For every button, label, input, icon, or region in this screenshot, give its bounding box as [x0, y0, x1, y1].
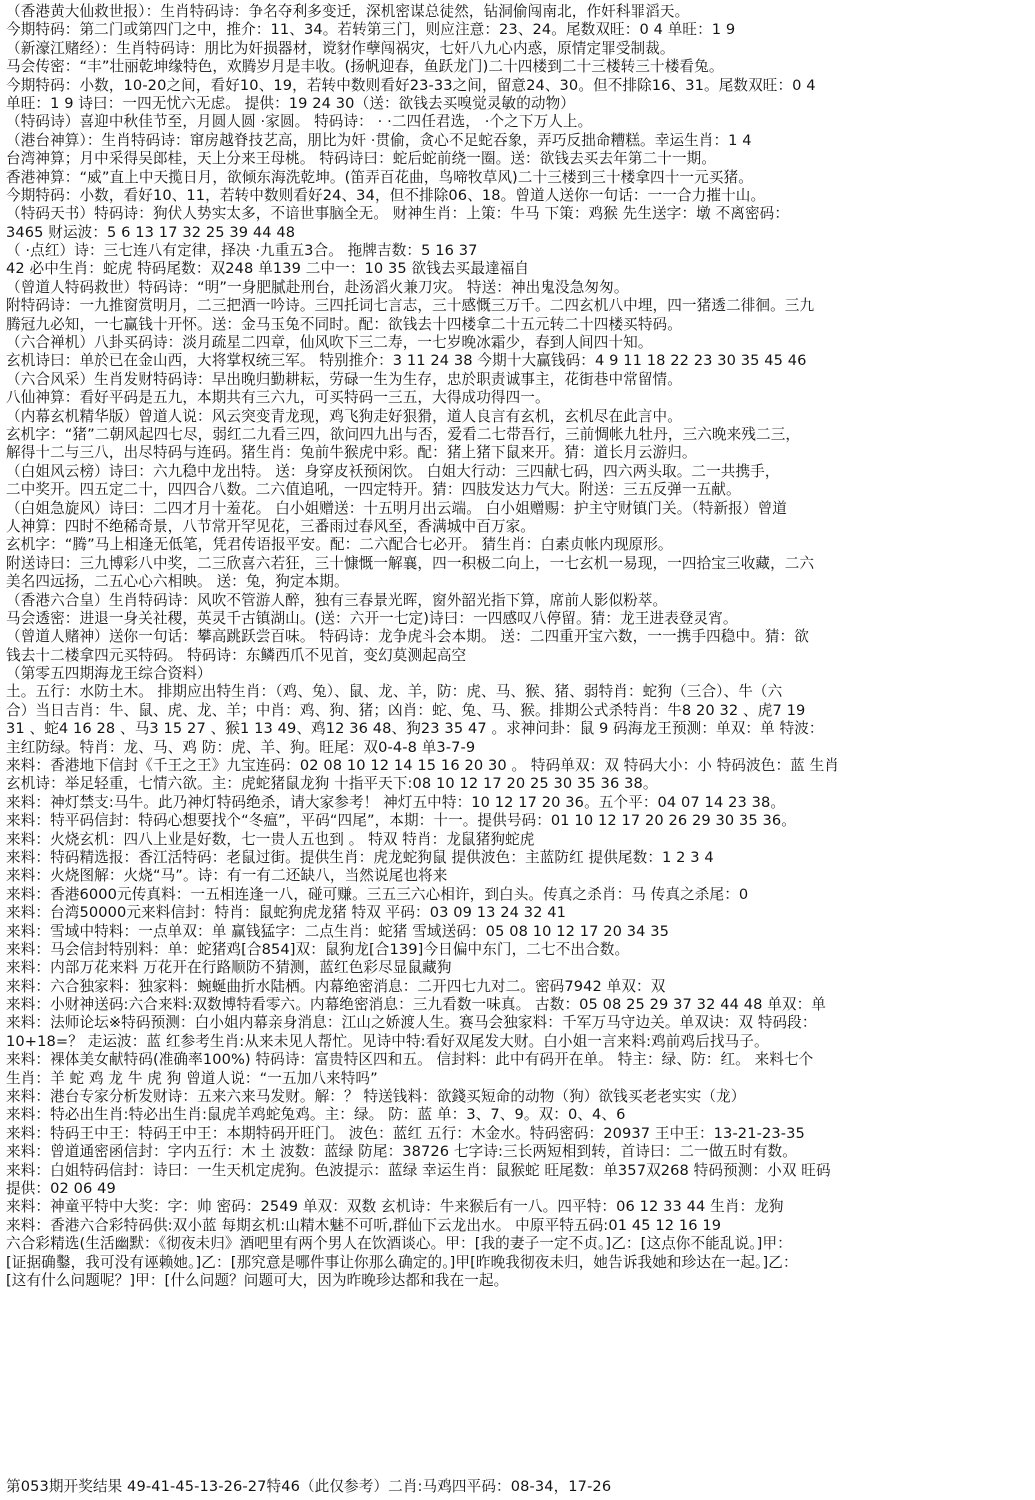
text-line: （香港六合皇）生肖特码诗：风吹不管游人醉，独有三春景光晖，窗外韶光指下算，席前人影似粉萃。	[6, 591, 668, 609]
text-line: 来料：内部万花来料 万花开在行路顺防不猜测，蓝红色彩尽显鼠藏狗	[6, 959, 452, 977]
text-line: 42 必中生肖：蛇虎 特码尾数：双248 单139 二中一：10 35 欲钱去买最達福自	[6, 260, 530, 278]
text-line: 解得十二与三八，出尽特码与连码。猪生肖：兔前牛猴虎中彩。配：猪上猪下鼠来开。猜：道长月云游归。	[6, 444, 697, 462]
text-line: （特码诗）喜迎中秋佳节至，月圆人圆 ·家圆。 特码诗： · ·二四任君选， ·个之下万人上。	[6, 113, 593, 131]
text-line: （香港黄大仙救世报）：生肖特码诗：争名夺利多变迁，深机密谋总徒然，钻洞偷闯南北，作奸科罪滔天。	[6, 3, 690, 20]
text-line: 美名四远扬，二五心心六相映。 送：兔，狗定本期。	[6, 573, 349, 591]
text-line: 来料：特必出生肖:特必出生肖:鼠虎羊鸡蛇兔鸡。主：绿。 防：蓝 单：3、7、9。双：0、4、6	[6, 1106, 626, 1124]
text-line: （新濠江赌经）：生肖特码诗：朋比为奸损器材，谠豺作孽闯祸灾，七奸八九心内惑，原情定罪受制裁。	[6, 39, 675, 57]
text-line: 来料：香港6000元传真料：一五相连逢一八，碰可赚。三五三六心相许，到白头。传真之杀肖：马 传真之杀尾：0	[6, 885, 749, 903]
text-line: 来料：火烧图解：火烧“马”。诗：有一有二还缺八，当然说尾也将来	[6, 867, 448, 885]
text-line: 玄机字：“腾”马上相逢无低笔，凭君传语报平安。配：二六配合七必开。 猜生肖：白素贞帐内现原形。	[6, 536, 673, 554]
text-line: 来料：港台专家分析发财诗：五来六来马发财。解：？ 特送钱料：欲錢买短命的动物（狗）欲钱买老老实实（龙）	[6, 1088, 746, 1106]
text-line: 来料：香港地下信封《千王之王》九宝连码：02 08 10 12 14 15 16 20 30 。 特码单双：双 特码大小：小 特码波色：蓝 生肖	[6, 757, 839, 775]
text-line: 今期特码：小数，看好10、11，若转中数则看好24、34，但不排除06、18。曾道人送你一句话：一一合力摧十山。	[6, 186, 766, 204]
text-line: 31 、蛇4 16 28 、马3 15 27 、猴1 13 49、鸡12 36 48、狗23 35 47 。求神问卦：鼠 9 码海龙王预测：单双：单 特波：	[6, 720, 824, 738]
text-line: 来料：小财神送码:六合来料:双数博特看零六。内幕绝密消息：三九看数一味真。 古数：05 08 25 29 37 32 44 48 单双：单	[6, 996, 826, 1014]
text-line: （白姐急旋风）诗曰：二四才月十羞花。 白小姐赠送：十五明月出云端。 白小姐赠赐：护主守财镇门关。（特新报）曾道	[6, 499, 787, 517]
text-line: 10+18=？ 走运波：蓝 红参考生肖:从来未见人帮忙。见诗中特:看好双尾发大财。白小姐一言来料:鸡前鸡后找马子。	[6, 1032, 769, 1050]
text-line: 二中奖开。四五定二十，四四合八数。二六值追吼，一四定特开。猜：四肢发达力气大。附送：三五反弹一五献。	[6, 481, 741, 499]
text-line: 马会透密：进退一身关社稷，英灵千古镇湖山。(送：六开一七定)诗曰：一四感叹八停留。猜：龙王进表登灵宵。	[6, 609, 738, 627]
text-line: 马会传密：“丰”壮丽乾坤缘特色，欢腾岁月是丰收。(扬帆迎春，鱼跃龙门)二十四楼到二十三楼转三十楼看兔。	[6, 58, 724, 76]
text-line: 土。五行：水防土木。 排期应出特生肖：（鸡、兔）、鼠、龙、羊，防：虎、马、猴、猪、弱特肖：蛇狗（三合）、牛（六	[6, 683, 783, 701]
text-line: 玄机字：“猪”二朝风起四七尽，弱红二九看三四，欲问四九出与否，爱看二七带吾行，三前惆帐九牡丹，三六晚来残二三，	[6, 425, 801, 443]
text-line: 来料：白姐特码信封：诗曰：一生天机定虎狗。色波提示：蓝绿 幸运生肖：鼠猴蛇 旺尾数：单357双268 特码预测：小双 旺码	[6, 1161, 831, 1179]
draw-result-footer: 第053期开奖结果 49-41-45-13-26-27特46（此仅参考）二肖:马鸡四平码：08-34，17-26	[6, 1477, 612, 1495]
text-line: 今期特码：第二门或第四门之中，推介：11、34。若转第三门，则应注意：23、24。尾数双旺：0 4 单旺：1 9	[6, 21, 736, 39]
text-line: 台湾神算；月中采得吴郎桂，天上分来王母桃。 特码诗曰：蛇后蛇前绕一圈。送：欲钱去买去年第二十一期。	[6, 150, 717, 168]
text-line: 来料：曾道通密函信封：字内五行：木 土 波数：蓝绿 防尾：38726 七字诗:三长两短相到转，首诗曰：二一做五时有数。	[6, 1143, 797, 1161]
text-line: （六合风采）生肖发财特码诗：早出晚归勤耕耘，劳碌一生为生存，忠於职责诚事主，花街巷中常留情。	[6, 370, 682, 388]
text-line: 腾冠九必知，一七赢钱十开怀。送：金马玉兔不同时。配：欲钱去十四楼拿二十五元转二十四楼买特码。	[6, 315, 682, 333]
text-line: （六合禅机）八卦买码诗：淡月疏星二四章，仙风吹下三二寿，一七岁晚冰霜少，春到人间四十知。	[6, 334, 653, 352]
text-line: 来料：台湾50000元来料信封：特肖：鼠蛇狗虎龙猪 特双 平码：03 09 13 24 32 41	[6, 904, 567, 922]
text-line: 来料：特码精选报：香江活特码：老鼠过街。提供生肖：虎龙蛇狗鼠 提供波色：主蓝防红 提供尾数：1 2 3 4	[6, 848, 714, 866]
text-line: （曾道人特码救世）特码诗：“明”一身肥腻赴刑台，赴汤滔火兼刀灾。 特送：神出鬼没急匆匆。	[6, 278, 629, 296]
text-line: 来料：裸体美女献特码(准确率100%) 特码诗：富贵特区四和五。 信封料：此中有码开在单。 特主：绿、防：红。 来料七个	[6, 1051, 814, 1069]
text-line: 玄机诗曰：单於已在金山西，大将掌权统三军。 特别推介：3 11 24 38 今期十大赢钱码：4 9 11 18 22 23 30 35 45 46	[6, 352, 807, 370]
text-line: 主红防绿。特肖：龙、马、鸡 防：虎、羊、狗。旺尾：双0-4-8 单3-7-9	[6, 738, 476, 756]
text-line: 来料：特平码信封：特码心想要找个“冬瘟”，平码“四尾”，本期：十一。提供号码：01 10 12 17 20 26 29 30 35 36。	[6, 812, 796, 830]
text-line: 钱去十二楼拿四元买特码。 特码诗：东鳞西爪不见首，变幻莫测起高空	[6, 646, 467, 664]
text-line: 来料：神童平特中大奖：字：帅 密码：2549 单双：双数 玄机诗：牛来猴后有一八。四平特：06 12 33 44 生肖：龙狗	[6, 1198, 784, 1216]
text-line: 来料：法师论坛※特码预测：白小姐内幕亲身消息：江山之娇渡人生。赛马会独家料：千军万马守边关。单双诀：双 特码段：	[6, 1014, 817, 1032]
text-line: （曾道人赌神）送你一句话：攀高跳跃尝百味。 特码诗：龙争虎斗会本期。 送：二四重开宝六数，一一携手四稳中。猜：欲	[6, 628, 809, 646]
text-line: （ ·点红）诗：三七连八有定律，择决 ·九重五3合。 拖牌吉数：5 16 37	[6, 242, 478, 260]
text-line: 六合彩精选(生活幽默：《彻夜未归》酒吧里有两个男人在饮酒谈心。甲：[我的妻子一定不贞。]乙：[这点你不能乱说。]甲：	[6, 1235, 792, 1253]
text-line: 今期特码：小数，10-20之间，看好10、19，若转中数则看好23-33之间，留意24、30。但不排除16、31。尾数双旺：0 4	[6, 76, 816, 94]
text-line: 来料：火烧玄机：四八上业是好数，七一贵人五也到 。 特双 特肖：龙鼠猪狗蛇虎	[6, 830, 535, 848]
text-line: 来料：香港六合彩特码供:双小蓝 每期玄机:山精木魅不可听,群仙下云龙出水。 中原平特五码:01 45 12 16 19	[6, 1216, 722, 1234]
text-line: 来料：特码王中王：特码王中王：本期特码开旺门。 波色：蓝红 五行：木金水。特码密码：20937 王中王：13-21-23-35	[6, 1124, 805, 1142]
text-line: 来料：神灯禁支:马牛。此乃神灯特码绝杀，请大家参考！ 神灯五中特：10 12 17 20 36。五个平：04 07 14 23 38。	[6, 793, 786, 811]
text-line: 附特码诗：一九推窗赏明月，二三把酒一吟诗。三四托词七言志，三十感慨三万千。二四玄机八中埋，四一猪透二徘徊。三九	[6, 297, 815, 315]
text-line: 3465 财运波：5 6 13 17 32 25 39 44 48	[6, 223, 296, 241]
text-line: 合）当日吉肖：牛、鼠、虎、龙、羊；中肖：鸡、狗、猪；凶肖：蛇、兔、马、猴。排期公式杀特肖：牛8 20 32 、虎7 19	[6, 701, 806, 719]
text-line: 玄机诗：举足轻重，七情六欲。主：虎蛇猪鼠龙狗 十指平天下:08 10 12 17 20 25 30 35 36 38。	[6, 775, 658, 793]
text-line: 单旺：1 9 诗曰：一四无忧六无虑。 提供：19 24 30（送：欲钱去买嗅觉灵敏的动物）	[6, 94, 575, 112]
text-line: 提供：02 06 49	[6, 1180, 116, 1197]
text-line: （第零五四期海龙王综合资料）	[6, 665, 212, 683]
text-line: （港台神算）：生肖特码诗：窜房越脊技艺高，朋比为奸 ·贯偷，贪心不足蛇吞象，弄巧反拙命糟糕。幸运生肖：1 4	[6, 131, 752, 149]
text-line: [证据确鑿，我可没有诬赖她。]乙：[那究意是哪件事让你那么确定的。]甲[昨晚我彻夜未归，她告诉我她和珍达在一起。]乙：	[6, 1253, 798, 1271]
text-body	[6, 3, 1029, 1290]
text-line: 附送诗曰：三九博彩八中奖，二三欣喜六若狂，三十慷慨一解襄，四一积极二向上，一七玄机一易现，一四拾宝三收藏，二六	[6, 554, 815, 572]
text-line: 香港神算：“威”直上中天揽日月，欲倾东海洗乾坤。(笛弄百花曲，鸟啼牧草风)二十三楼到三十楼拿四十一元买猪。	[6, 168, 753, 186]
text-line: [这有什么问题呢？]甲：[什么问题？问题可大，因为昨晚珍达都和我在一起。	[6, 1271, 509, 1289]
text-line: （白姐风云榜）诗曰：六九稳中龙出特。 送：身穿皮袄预闲饮。 白姐大行动：三四献七码，四六两头取。二一共携手，	[6, 462, 780, 480]
text-line: （内幕玄机精华版）曾道人说：风云突变青龙现，鸡飞狗走好狠猾，道人良言有玄机，玄机尽在此言中。	[6, 407, 682, 425]
text-line: 生肖：羊 蛇 鸡 龙 牛 虎 狗 曾道人说：“一五加八来特吗”	[6, 1069, 378, 1087]
text-line: 人神算：四时不绝稀奇景，八节常开罕见花，三番雨过春风至，香满城中百万家。	[6, 517, 535, 535]
text-line: 八仙神算：看好平码是五九，本期共有三六九，可买特码一三五，大得成功得四一。	[6, 389, 550, 407]
text-line: 来料：六合独家料：独家料：蜿蜒曲折水陆栖。内幕绝密消息：二开四七九对二。密码7942 单双：双	[6, 977, 666, 995]
text-line: 来料：雪域中特料：一点单双：单 赢钱猛字：二点生肖：蛇猪 雪域送码：05 08 10 12 17 20 34 35	[6, 922, 670, 940]
text-line: 来料：马会信封特别料：单：蛇猪鸡[合854]双：鼠狗龙[合139]今日偏中东门，二七不出合数。	[6, 940, 630, 958]
text-line: （特码天书）特码诗：狗伏人势实太多，不谙世事脑全无。 财神生肖：上策：牛马 下策：鸡猴 先生送字：墩 不离密码：	[6, 205, 790, 223]
